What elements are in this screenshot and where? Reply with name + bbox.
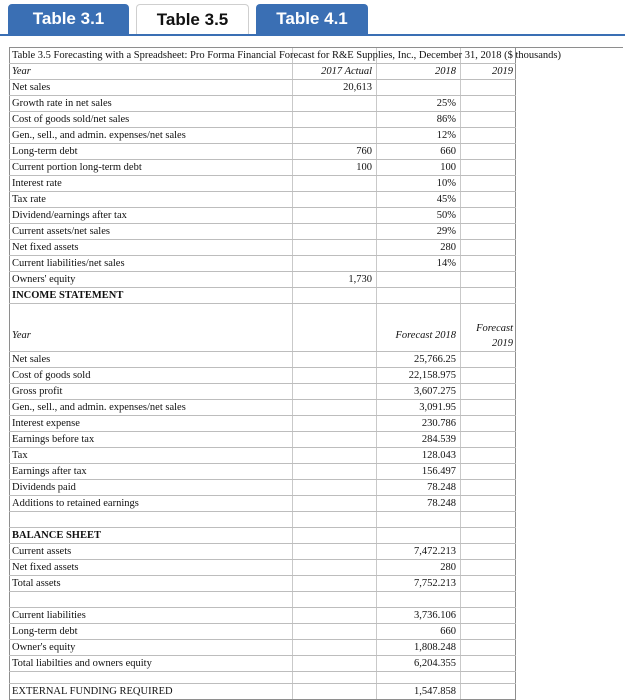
row-label: Net fixed assets [12, 562, 79, 573]
y2018-value[interactable]: 12% [436, 130, 456, 141]
forecast-value[interactable]: 3,607.275 [414, 386, 456, 397]
tab-underline [0, 34, 625, 36]
tab-table-3-5[interactable]: Table 3.5 [136, 4, 249, 34]
actual-value[interactable] [292, 96, 372, 111]
table-row [9, 271, 516, 287]
actual-value[interactable] [292, 224, 372, 239]
row-label: Interest expense [12, 418, 80, 429]
table-row [9, 239, 516, 255]
table-row [9, 95, 516, 111]
actual-value[interactable] [292, 240, 372, 255]
row-label: Earnings before tax [12, 434, 95, 445]
row-label: Long-term debt [12, 146, 78, 157]
row-label: Additions to retained earnings [12, 498, 139, 509]
spreadsheet [9, 47, 561, 700]
y2018-value[interactable]: 10% [436, 178, 456, 189]
forecast-header-row [9, 303, 516, 351]
row-label: Dividend/earnings after tax [12, 210, 127, 221]
table-row [9, 159, 516, 175]
forecast-value[interactable]: 7,752.213 [414, 578, 456, 589]
sheet-title: Table 3.5 Forecasting with a Spreadsheet: Pro Forma Financial Forecast for R&E Supplies, Inc., December 31, 2018 ($ thousands) [12, 50, 561, 61]
actual-value[interactable] [292, 112, 372, 127]
actual-value[interactable] [292, 192, 372, 207]
forecast-value[interactable]: 280 [440, 562, 456, 573]
forecast-value[interactable]: 78.248 [427, 482, 456, 493]
y2018-value[interactable]: 50% [436, 210, 456, 221]
table-row [9, 207, 516, 223]
row-label: Tax [12, 450, 28, 461]
row-label: Total liabilties and owners equity [12, 658, 152, 669]
external-funding-label: EXTERNAL FUNDING REQUIRED [12, 686, 173, 697]
row-label: Net fixed assets [12, 242, 79, 253]
table-row [9, 495, 516, 511]
forecast-value[interactable]: 25,766.25 [414, 354, 456, 365]
row-label: Gen., sell., and admin. expenses/net sales [12, 402, 186, 413]
actual-value[interactable] [292, 128, 372, 143]
forecast-year-header: Year [12, 330, 31, 341]
external-funding-value[interactable]: 1,547.858 [414, 686, 456, 697]
table-row [9, 255, 516, 271]
actual-value[interactable]: 1,730 [348, 274, 372, 285]
y2018-value[interactable]: 25% [436, 98, 456, 109]
row-label: Net sales [12, 82, 51, 93]
table-row [9, 431, 516, 447]
table-row [9, 383, 516, 399]
table-row [9, 559, 516, 575]
row-label: Earnings after tax [12, 466, 87, 477]
table-row [9, 463, 516, 479]
row-label: Owner's equity [12, 642, 76, 653]
forecast-value[interactable]: 230.786 [421, 418, 456, 429]
y2018-value[interactable] [377, 80, 456, 95]
row-label: Cost of goods sold/net sales [12, 114, 130, 125]
actual-value[interactable]: 20,613 [343, 82, 372, 93]
y2018-value[interactable]: 45% [436, 194, 456, 205]
row-label: Long-term debt [12, 626, 78, 637]
actual-value[interactable]: 100 [356, 162, 372, 173]
table-row [9, 367, 516, 383]
y2018-value[interactable]: 86% [436, 114, 456, 125]
year-header: Year [12, 66, 31, 77]
forecast-value[interactable]: 660 [440, 626, 456, 637]
actual-value[interactable]: 760 [356, 146, 372, 157]
table-row [9, 447, 516, 463]
row-label: Dividends paid [12, 482, 76, 493]
balance-sheet-title: BALANCE SHEET [12, 530, 101, 541]
table-row [9, 79, 516, 95]
forecast-value[interactable]: 78.248 [427, 498, 456, 509]
actual-value[interactable] [292, 208, 372, 223]
row-label: Cost of goods sold [12, 370, 91, 381]
header-row [9, 63, 516, 79]
table-row [9, 223, 516, 239]
tab-table-4-1[interactable]: Table 4.1 [256, 4, 368, 34]
income-statement-title: INCOME STATEMENT [12, 290, 124, 301]
table-row [9, 111, 516, 127]
table-row [9, 127, 516, 143]
title-row [9, 47, 623, 63]
table-row [9, 479, 516, 495]
y2018-value[interactable]: 14% [436, 258, 456, 269]
y2018-value[interactable]: 100 [440, 162, 456, 173]
table-row [9, 415, 516, 431]
y2018-value[interactable] [377, 272, 456, 287]
table-row [9, 639, 516, 655]
row-label: Current assets [12, 546, 72, 557]
y2018-value[interactable]: 660 [440, 146, 456, 157]
forecast-value[interactable]: 128.043 [421, 450, 456, 461]
forecast-value[interactable]: 3,736.106 [414, 610, 456, 621]
row-label: Tax rate [12, 194, 46, 205]
y2018-value[interactable]: 280 [440, 242, 456, 253]
forecast-value[interactable]: 1,808.248 [414, 642, 456, 653]
table-row [9, 607, 516, 623]
row-label: Interest rate [12, 178, 62, 189]
forecast-value[interactable]: 156.497 [421, 466, 456, 477]
row-label: Net sales [12, 354, 51, 365]
section-title-row [9, 287, 516, 303]
table-row [9, 191, 516, 207]
row-label: Growth rate in net sales [12, 98, 112, 109]
actual-value[interactable] [292, 256, 372, 271]
table-row [9, 399, 516, 415]
tab-bar [0, 0, 625, 40]
row-label: Gen., sell., and admin. expenses/net sales [12, 130, 186, 141]
actual-value[interactable] [292, 176, 372, 191]
empty-row [9, 511, 516, 527]
row-label: Owners' equity [12, 274, 76, 285]
y2019-header: 2019 [492, 66, 513, 77]
y2018-header: 2018 [435, 66, 456, 77]
table-row [9, 655, 516, 671]
forecast-value[interactable]: 3,091.95 [419, 402, 456, 413]
row-label: Current liabilities [12, 610, 86, 621]
table-row [9, 351, 516, 367]
empty-row [9, 591, 516, 607]
forecast-2018-header: Forecast 2018 [395, 330, 456, 341]
forecast-value[interactable]: 7,472.213 [414, 546, 456, 557]
row-label: Total assets [12, 578, 61, 589]
forecast-2019-header: Forecast 2019 [476, 323, 513, 349]
row-label: Current portion long-term debt [12, 162, 142, 173]
table-row [9, 623, 516, 639]
row-label: Gross profit [12, 386, 63, 397]
row-label: Current assets/net sales [12, 226, 110, 237]
table-row [9, 575, 516, 591]
section-title-row [9, 527, 516, 543]
table-row [9, 543, 516, 559]
y2018-value[interactable]: 29% [436, 226, 456, 237]
tab-table-3-1[interactable]: Table 3.1 [8, 4, 129, 34]
actual-header: 2017 Actual [321, 66, 372, 77]
forecast-value[interactable]: 284.539 [421, 434, 456, 445]
row-label: Current liabilities/net sales [12, 258, 125, 269]
forecast-value[interactable]: 22,158.975 [408, 370, 456, 381]
table-row [9, 175, 516, 191]
table-row [9, 683, 516, 699]
table-row [9, 143, 516, 159]
forecast-value[interactable]: 6,204.355 [414, 658, 456, 669]
